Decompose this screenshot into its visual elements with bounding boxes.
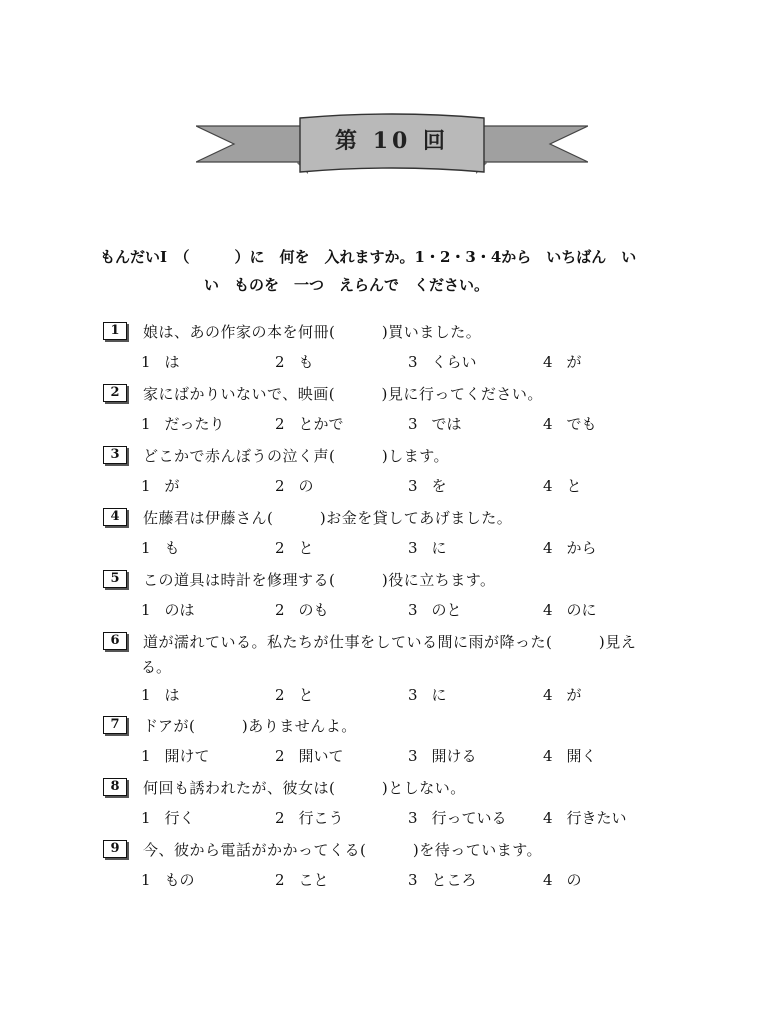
option-4[interactable]: 4 でも: [543, 415, 597, 433]
option-4[interactable]: 4 のに: [543, 601, 597, 619]
question-number-box: 2: [103, 384, 127, 402]
question-text: 娘は、あの作家の本を何冊( )買いました。: [143, 322, 482, 341]
instructions: [100, 243, 636, 299]
chapter-title: 第 10 回: [335, 128, 449, 154]
question-number-box: 3: [103, 446, 127, 464]
option-1[interactable]: 1 のは: [141, 601, 195, 619]
question-number-box: 9: [103, 840, 127, 858]
option-4[interactable]: 4 が: [543, 353, 582, 371]
question-4: [103, 506, 703, 568]
option-1[interactable]: 1 行く: [141, 809, 195, 827]
option-1[interactable]: 1 もの: [141, 871, 195, 889]
option-3[interactable]: 3 では: [408, 415, 462, 433]
option-4[interactable]: 4 から: [543, 539, 597, 557]
question-text: この道具は時計を修理する( )役に立ちます。: [143, 570, 496, 589]
option-2[interactable]: 2 開いて: [275, 747, 344, 765]
option-4[interactable]: 4 行きたい: [543, 809, 627, 827]
question-text: 何回も誘われたが、彼女は( )としない。: [143, 778, 466, 797]
chapter-banner: [196, 104, 588, 188]
question-number-box: 6: [103, 632, 127, 650]
question-6: [103, 630, 703, 714]
question-7: [103, 714, 703, 776]
option-4[interactable]: 4 の: [543, 871, 582, 889]
option-4[interactable]: 4 が: [543, 686, 582, 704]
option-2[interactable]: 2 と: [275, 686, 314, 704]
option-1[interactable]: 1 だったり: [141, 415, 225, 433]
option-2[interactable]: 2 の: [275, 477, 314, 495]
option-4[interactable]: 4 開く: [543, 747, 597, 765]
option-1[interactable]: 1 開けて: [141, 747, 210, 765]
question-list: [103, 320, 703, 900]
option-3[interactable]: 3 に: [408, 539, 447, 557]
question-text: 道が濡れている。私たちが仕事をしている間に雨が降った( )見え: [143, 632, 637, 651]
option-3[interactable]: 3 行っている: [408, 809, 507, 827]
instruction-line-2: い ものを 一つ えらんで ください。: [204, 276, 490, 294]
option-2[interactable]: 2 行こう: [275, 809, 344, 827]
instruction-line-1: もんだいⅠ （ ）に 何を 入れますか。1・2・3・4から いちばん い: [100, 248, 637, 266]
question-5: [103, 568, 703, 630]
option-1[interactable]: 1 は: [141, 353, 180, 371]
question-number-box: 7: [103, 716, 127, 734]
question-3: [103, 444, 703, 506]
option-1[interactable]: 1 が: [141, 477, 180, 495]
question-number-box: 1: [103, 322, 127, 340]
question-1: [103, 320, 703, 382]
option-4[interactable]: 4 と: [543, 477, 582, 495]
option-2[interactable]: 2 こと: [275, 871, 329, 889]
question-text: どこかで赤んぼうの泣く声( )します。: [143, 446, 450, 465]
question-9: [103, 838, 703, 900]
option-3[interactable]: 3 開ける: [408, 747, 477, 765]
option-2[interactable]: 2 のも: [275, 601, 329, 619]
question-text: ドアが( )ありませんよ。: [143, 716, 357, 735]
question-number-box: 4: [103, 508, 127, 526]
question-8: [103, 776, 703, 838]
question-number-box: 5: [103, 570, 127, 588]
option-3[interactable]: 3 のと: [408, 601, 462, 619]
option-1[interactable]: 1 は: [141, 686, 180, 704]
option-1[interactable]: 1 も: [141, 539, 180, 557]
option-2[interactable]: 2 も: [275, 353, 314, 371]
question-number-box: 8: [103, 778, 127, 796]
option-2[interactable]: 2 と: [275, 539, 314, 557]
question-text-continued: る。: [141, 658, 172, 676]
question-text: 佐藤君は伊藤さん( )お金を貸してあげました。: [143, 508, 513, 527]
option-2[interactable]: 2 とかで: [275, 415, 344, 433]
question-text: 今、彼から電話がかかってくる( )を待っています。: [143, 840, 543, 859]
option-3[interactable]: 3 に: [408, 686, 447, 704]
option-3[interactable]: 3 を: [408, 477, 447, 495]
option-3[interactable]: 3 くらい: [408, 353, 477, 371]
option-3[interactable]: 3 ところ: [408, 871, 477, 889]
question-2: [103, 382, 703, 444]
question-text: 家にばかりいないで、映画( )見に行ってください。: [143, 384, 543, 403]
